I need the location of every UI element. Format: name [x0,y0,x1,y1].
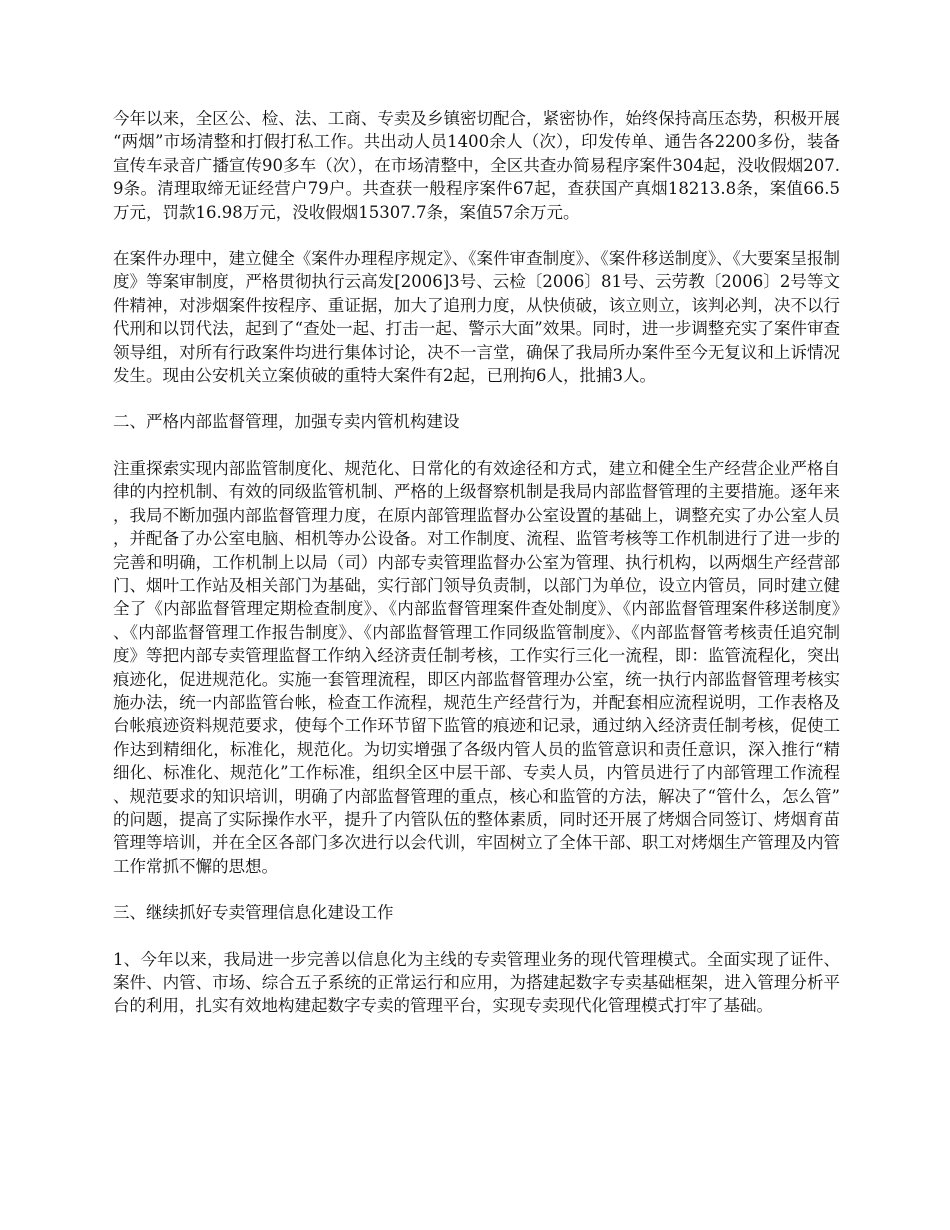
document-body [113,107,840,1041]
section-heading-informatization: 三、继续抓好专卖管理信息化建设工作 [113,903,394,923]
paragraph-internal-supervision: 注重探索实现内部监管制度化、规范化、日常化的有效途径和方式，建立和健全生产经营企业严格自律的内控机制、有效的同级监管机制、严格的上级督察机制是我局内部监督管理的主要措施。逐年来，我局不断加强内部监督管理力度，在原内部管理监督办公室设置的基础上，调整充实了办公室人员，并配备了办公室电脑、相机等办公设备。对工作制度、流程、监管考核等工作机制进行了进一步的完善和明确，工作机制上以局（司）内部专卖管理监督办公室为管理、执行机构，以两烟生产经营部门、烟叶工作站及相关部门为基础，实行部门领导负责制，以部门为单位，设立内管员，同时建立健全了《内部监督管理定期检查制度》、《内部监督管理案件查处制度》、《内部监督管理案件移送制度》、《内部监督管理工作报告制度》、《内部监督管理工作同级监管制度》、《内部监督管考核责任追究制度》等把内部专卖管理监督工作纳入经济责任制考核，工作实行三化一流程，即：监管流程化，突出痕迹化，促进规范化。实施一套管理流程，即区内部监督管理办公室，统一执行内部监督管理考核实施办法，统一内部监管台帐，检查工作流程，规范生产经营行为，并配套相应流程说明，工作表格及台帐痕迹资料规范要求，使每个工作环节留下监管的痕迹和记录，通过纳入经济责任制考核，促使工作达到精细化，标准化，规范化。为切实增强了各级内管人员的监管意识和责任意识，深入推行“精细化、标准化、规范化”工作标准，组织全区中层干部、专卖人员，内管员进行了内部管理工作流程、规范要求的知识培训，明确了内部监督管理的重点，核心和监管的方法，解决了“管什么，怎么管”的问题，提高了实际操作水平，提升了内管队伍的整体素质，同时还开展了烤烟合同签订、烤烟育苗管理等培训，并在全区各部门多次进行以会代训，牢固树立了全体干部、职工对烤烟生产管理及内管工作常抓不懈的思想。 [113,458,840,876]
paragraph-case-handling: 在案件办理中，建立健全《案件办理程序规定》、《案件审查制度》、《案件移送制度》、《大要案呈报制度》等案审制度，严格贯彻执行云高发[2006]3号、云检〔2006〕81号、云劳教〔2006〕2号等文件精神，对涉烟案件按程序、重证据，加大了追刑力度，从快侦破，该立则立，该判必判，决不以行代刑和以罚代法，起到了“查处一起、打击一起、警示大面”效果。同时，进一步调整充实了案件审查领导组，对所有行政案件均进行集体讨论，决不一言堂，确保了我局所办案件至今无复议和上诉情况发生。现由公安机关立案侦破的重特大案件有2起，已刑拘6人，批捕3人。 [113,249,840,386]
paragraph-informatization: 1、今年以来，我局进一步完善以信息化为主线的专卖管理业务的现代管理模式。全面实现了证件、案件、内管、市场、综合五子系统的正常运行和应用，为搭建起数字专卖基础框架，进入管理分析平台的利用，扎实有效地构建起数字专卖的管理平台，实现专卖现代化管理模式打牢了基础。 [113,949,840,1016]
section-heading-internal-supervision: 二、严格内部监督管理，加强专卖内管机构建设 [113,412,460,432]
paragraph-case-statistics: 今年以来，全区公、检、法、工商、专卖及乡镇密切配合，紧密协作，始终保持高压态势，积极开展“两烟”市场清整和打假打私工作。共出动人员1400余人（次），印发传单、通告各2200多份，装备宣传车录音广播宣传90多车（次），在市场清整中，全区共查办简易程序案件304起，没收假烟207.9条。清理取缔无证经营户79户。共查获一般程序案件67起，查获国产真烟18213.8条，案值66.5万元，罚款16.98万元，没收假烟15307.7条，案值57余万元。 [113,109,840,222]
